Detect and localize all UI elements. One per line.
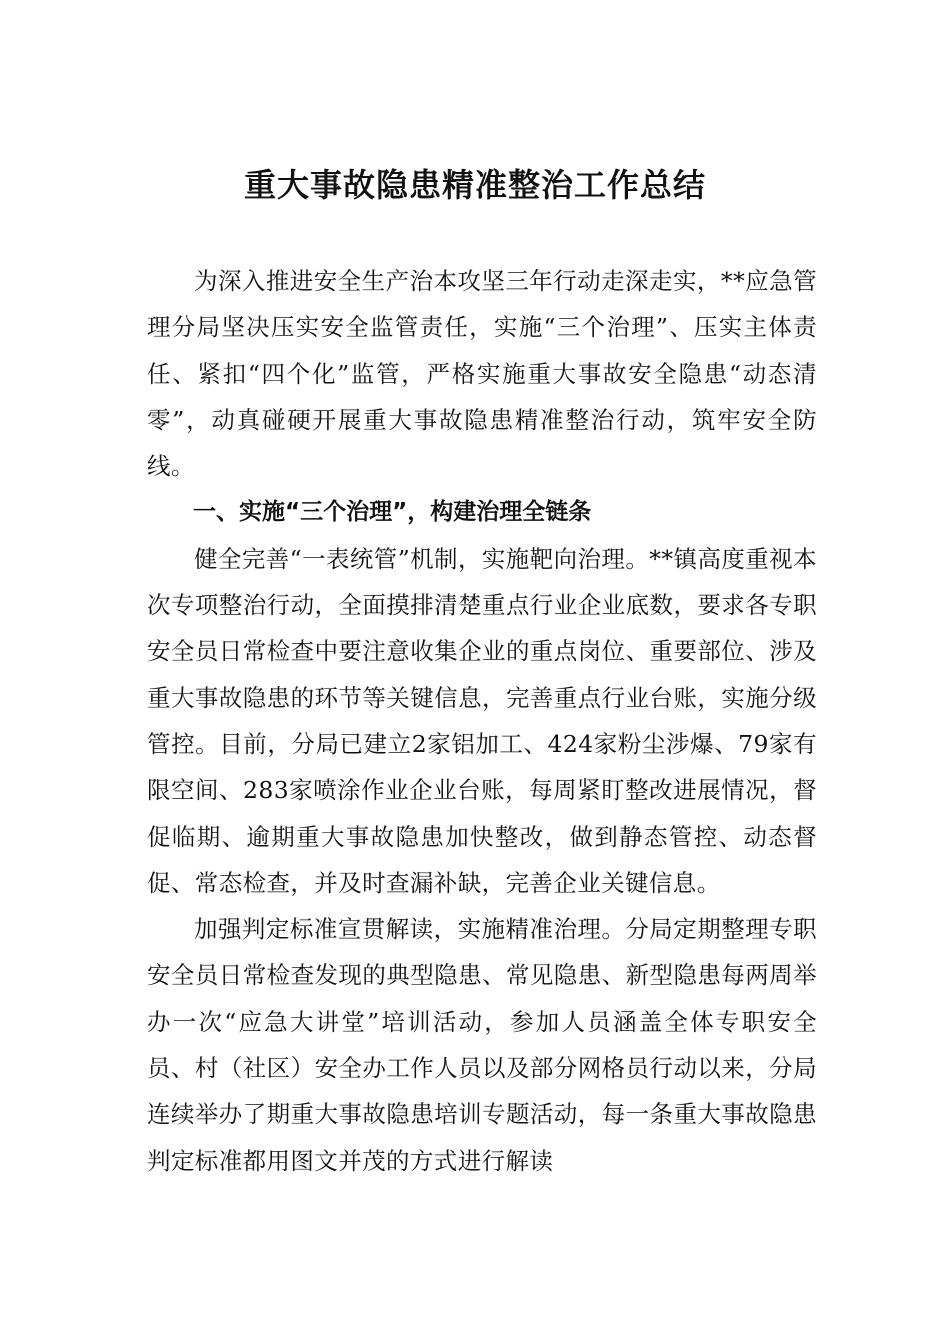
paragraph-one-table-management: 健全完善“一表统管”机制，实施靶向治理。**镇高度重视本次专项整治行动，全面摸排清楚重点行业企业底数，要求各专职安全员日常检查中要注意收集企业的重点岗位、重要部位、涉及重大事故隐患的环节等关键信息，完善重点行业台账，实施分级管控。目前，分局已建立2家铝加工、424家粉尘涉爆、79家有限空间、283家喷涂作业企业台账，每周紧盯整改进展情况，督促临期、逾期重大事故隐患加快整改，做到静态管控、动态督促、常态检查，并及时查漏补缺，完善企业关键信息。 xyxy=(147,544,817,897)
paragraph-standard-interpretation: 加强判定标准宣贯解读，实施精准治理。分局定期整理专职安全员日常检查发现的典型隐患、常见隐患、新型隐患每两周举办一次“应急大讲堂”培训活动，参加人员涵盖全体专职安全员、村（社区）安全办工作人员以及部分网格员行动以来，分局连续举办了期重大事故隐患培训专题活动，每一条重大事故隐患判定标准都用图文并茂的方式进行解读 xyxy=(147,915,817,1175)
section-heading-1: 一、实施“三个治理”，构建治理全链条 xyxy=(193,499,592,526)
document-body xyxy=(147,258,817,1184)
intro-paragraph: 为深入推进安全生产治本攻坚三年行动走深走实，**应急管理分局坚决压实安全监管责任，实施“三个治理”、压实主体责任、紧扣“四个化”监管，严格实施重大事故安全隐患“动态清零”，动真碰硬开展重大事故隐患精准整治行动，筑牢安全防线。 xyxy=(147,267,817,481)
document-title: 重大事故隐患精准整治工作总结 xyxy=(243,166,706,204)
